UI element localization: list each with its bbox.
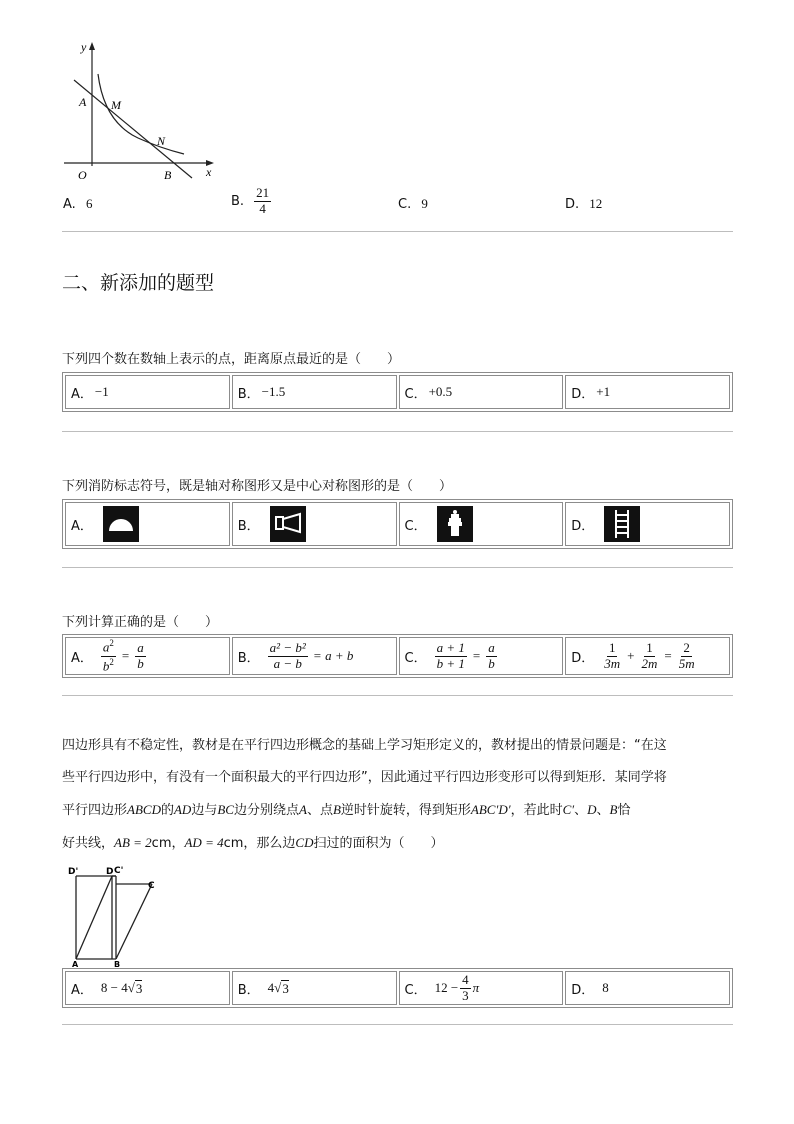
num-exponent: 2 bbox=[109, 638, 114, 649]
option-letter: A． bbox=[71, 518, 93, 534]
text: 边分别绕点 bbox=[233, 803, 299, 818]
equals-sign: = bbox=[121, 648, 130, 663]
label-c-prime: C' bbox=[114, 866, 124, 876]
option-letter: D． bbox=[571, 982, 595, 998]
option-letter: B． bbox=[237, 650, 260, 666]
math-d: D bbox=[587, 802, 597, 817]
fraction-numerator: 1 bbox=[608, 639, 616, 655]
point-m-label: M bbox=[111, 98, 121, 112]
option-lead: 12 − bbox=[434, 980, 459, 995]
rhs-fraction bbox=[486, 641, 497, 672]
text: 边与 bbox=[191, 803, 218, 818]
q1-option-d[interactable] bbox=[565, 196, 602, 212]
option-letter: A. bbox=[63, 197, 76, 212]
option-letter: D． bbox=[571, 386, 595, 402]
text: cm，那么边 bbox=[223, 836, 296, 851]
q2-options-table bbox=[62, 372, 733, 412]
pi-symbol: π bbox=[472, 980, 480, 995]
sqrt-sign: √ bbox=[274, 980, 282, 995]
divider bbox=[62, 695, 733, 696]
q4-options-table bbox=[62, 634, 733, 678]
divider bbox=[62, 231, 733, 232]
fraction-denominator: 3m bbox=[604, 655, 621, 671]
option-letter: B． bbox=[237, 982, 260, 998]
text: 好共线， bbox=[62, 836, 115, 851]
q2-option-a[interactable] bbox=[65, 375, 230, 409]
segment-ad bbox=[76, 876, 112, 959]
option-letter: B． bbox=[237, 386, 260, 402]
divider bbox=[62, 567, 733, 568]
q4-stem: 下列计算正确的是（ ） bbox=[62, 615, 219, 630]
den-exponent: 2 bbox=[109, 656, 114, 667]
math-ad: AD = 4 bbox=[184, 835, 224, 850]
origin-label: O bbox=[78, 168, 87, 182]
q5-option-d[interactable] bbox=[565, 971, 730, 1005]
plus-sign: + bbox=[627, 648, 635, 663]
fraction-denominator: b bbox=[137, 655, 144, 671]
fraction-numerator: 2 bbox=[683, 639, 690, 655]
q4-option-d[interactable] bbox=[565, 637, 730, 675]
option-letter: A． bbox=[71, 982, 93, 998]
text: 扫过的面积为（ ） bbox=[313, 836, 444, 851]
option-letter: A． bbox=[71, 650, 93, 666]
hyperbola-curve bbox=[98, 74, 184, 154]
num-base: a bbox=[102, 639, 110, 655]
q5-line-4 bbox=[62, 827, 734, 860]
ladder-sign-icon bbox=[604, 506, 640, 542]
option-letter: D． bbox=[571, 650, 595, 666]
option-value: 9 bbox=[421, 196, 428, 211]
text: ，若此时 bbox=[510, 803, 563, 818]
fraction-2 bbox=[640, 641, 660, 672]
option-lead: 4 bbox=[267, 980, 275, 995]
fraction-denominator: 4 bbox=[259, 200, 266, 216]
math-a: A bbox=[298, 802, 307, 817]
lhs-fraction bbox=[435, 641, 467, 672]
label-d: D bbox=[106, 867, 114, 877]
option-letter: A． bbox=[71, 386, 93, 402]
label-c: C bbox=[148, 881, 155, 891]
math-rectangle: ABC′D′ bbox=[470, 802, 511, 817]
fraction-numerator: 4 bbox=[462, 971, 469, 987]
math-ad: AD bbox=[173, 802, 192, 817]
q3-stem: 下列消防标志符号，既是轴对称图形又是中心对称图形的是（ ） bbox=[62, 479, 453, 494]
segment-bc bbox=[116, 884, 152, 959]
q1-option-c[interactable] bbox=[398, 196, 428, 212]
horn-sign-icon bbox=[270, 506, 306, 542]
q1-option-a[interactable] bbox=[63, 196, 92, 212]
option-letter: B. bbox=[231, 193, 245, 209]
option-letter: C． bbox=[404, 518, 427, 534]
fraction-denominator: 2m bbox=[641, 655, 658, 671]
fraction-numerator: a bbox=[137, 639, 144, 655]
section-title: 二、新添加的题型 bbox=[62, 272, 215, 294]
y-label: y bbox=[81, 40, 87, 54]
divider bbox=[62, 1024, 733, 1025]
option-value: +0.5 bbox=[428, 384, 453, 399]
sqrt-sign: √ bbox=[127, 980, 135, 995]
text: 恰 bbox=[617, 803, 631, 818]
fraction-1 bbox=[602, 641, 622, 672]
y-axis-arrow bbox=[89, 42, 95, 50]
option-letter: D. bbox=[565, 197, 580, 212]
q2-option-c[interactable] bbox=[399, 375, 564, 409]
option-fraction bbox=[254, 186, 271, 217]
fraction-numerator: a + 1 bbox=[436, 639, 465, 655]
point-n-label: N bbox=[157, 134, 166, 148]
label-d-prime: D' bbox=[68, 867, 79, 877]
fraction-denominator: b bbox=[488, 655, 495, 671]
q5-line-2: 些平行四边形中，有没有一个面积最大的平行四边形”，因此通过平行四边形变形可以得到矩形．某同学将 bbox=[62, 770, 667, 785]
divider bbox=[62, 431, 733, 432]
q1-graph bbox=[60, 38, 220, 188]
math-b: B bbox=[609, 802, 618, 817]
text: 平行四边形 bbox=[62, 803, 128, 818]
fraction-3 bbox=[677, 641, 697, 672]
option-letter: D． bbox=[571, 518, 595, 534]
math-ab: AB = 2 bbox=[114, 835, 152, 850]
q5-options-table bbox=[62, 968, 733, 1008]
fraction-numerator: a² − b² bbox=[269, 639, 306, 655]
option-fraction bbox=[460, 973, 471, 1004]
option-letter: C． bbox=[404, 650, 427, 666]
q5-line-3 bbox=[62, 794, 734, 827]
den-base: b bbox=[102, 657, 110, 673]
q1-option-b[interactable] bbox=[231, 186, 273, 217]
q3-options-table bbox=[62, 499, 733, 549]
option-value: 12 bbox=[589, 196, 603, 211]
q5-figure bbox=[64, 864, 164, 968]
q4-option-b[interactable] bbox=[232, 637, 397, 675]
lhs-fraction bbox=[268, 641, 308, 672]
fraction-numerator: a bbox=[488, 639, 495, 655]
math-cd: CD bbox=[295, 835, 314, 850]
equals-sign: = bbox=[664, 648, 672, 663]
fraction-denominator bbox=[101, 657, 116, 674]
math-bc: BC bbox=[217, 802, 234, 817]
fraction-numerator: 1 bbox=[646, 639, 653, 655]
equals-sign: = bbox=[313, 648, 322, 663]
rhs-expression: a + b bbox=[325, 648, 354, 663]
text: cm， bbox=[151, 836, 185, 851]
option-value: −1.5 bbox=[261, 384, 286, 399]
point-b-label: B bbox=[164, 168, 172, 182]
q3-option-a[interactable] bbox=[65, 502, 230, 546]
fraction-denominator: b + 1 bbox=[436, 655, 465, 671]
text: 、 bbox=[596, 803, 610, 818]
q5-option-a[interactable] bbox=[65, 971, 230, 1005]
option-value: +1 bbox=[596, 384, 611, 399]
q3-option-c[interactable] bbox=[399, 502, 564, 546]
point-a-label: A bbox=[79, 95, 87, 109]
text: 、点 bbox=[306, 803, 333, 818]
fraction-denominator: 5m bbox=[678, 655, 695, 671]
text: 、 bbox=[574, 803, 588, 818]
label-b: B bbox=[114, 960, 121, 968]
q2-stem: 下列四个数在数轴上表示的点，距离原点最近的是（ ） bbox=[62, 352, 401, 367]
rhs-fraction bbox=[135, 641, 146, 672]
q2-option-b[interactable] bbox=[232, 375, 397, 409]
q5-option-c[interactable] bbox=[399, 971, 564, 1005]
radicand: 3 bbox=[282, 980, 289, 996]
math-c-prime: C′ bbox=[562, 802, 575, 817]
math-b: B bbox=[332, 802, 341, 817]
text: 的 bbox=[160, 803, 174, 818]
q5-stem bbox=[62, 730, 734, 860]
label-a: A bbox=[72, 960, 79, 968]
q3-option-b[interactable] bbox=[232, 502, 397, 546]
q2-option-d[interactable] bbox=[565, 375, 730, 409]
math-abcd: ABCD bbox=[127, 802, 161, 817]
option-letter: B． bbox=[237, 518, 260, 534]
option-value: 6 bbox=[85, 196, 93, 211]
option-letter: C． bbox=[404, 982, 427, 998]
option-lead: 8 − 4 bbox=[100, 980, 128, 995]
option-letter: C． bbox=[404, 386, 427, 402]
q4-option-a[interactable] bbox=[65, 637, 230, 675]
x-label: x bbox=[206, 165, 212, 179]
fraction-denominator: a − b bbox=[273, 655, 302, 671]
fraction-numerator bbox=[101, 638, 116, 656]
lhs-fraction bbox=[101, 638, 116, 674]
q3-option-d[interactable] bbox=[565, 502, 730, 546]
q4-option-c[interactable] bbox=[399, 637, 564, 675]
option-letter: C. bbox=[398, 197, 412, 212]
option-value: −1 bbox=[94, 384, 109, 399]
equals-sign: = bbox=[472, 648, 481, 663]
q5-option-b[interactable] bbox=[232, 971, 397, 1005]
radicand: 3 bbox=[135, 980, 143, 996]
text: 逆时针旋转，得到矩形 bbox=[340, 803, 471, 818]
option-value: 8 bbox=[602, 980, 609, 995]
half-circle-sign-icon bbox=[103, 506, 139, 542]
fraction-denominator: 3 bbox=[462, 987, 469, 1003]
hydrant-sign-icon bbox=[437, 506, 473, 542]
q5-line-1: 四边形具有不稳定性，教材是在平行四边形概念的基础上学习矩形定义的，教材提出的情景问题是：“在这 bbox=[62, 738, 667, 753]
fraction-numerator: 21 bbox=[256, 185, 270, 200]
